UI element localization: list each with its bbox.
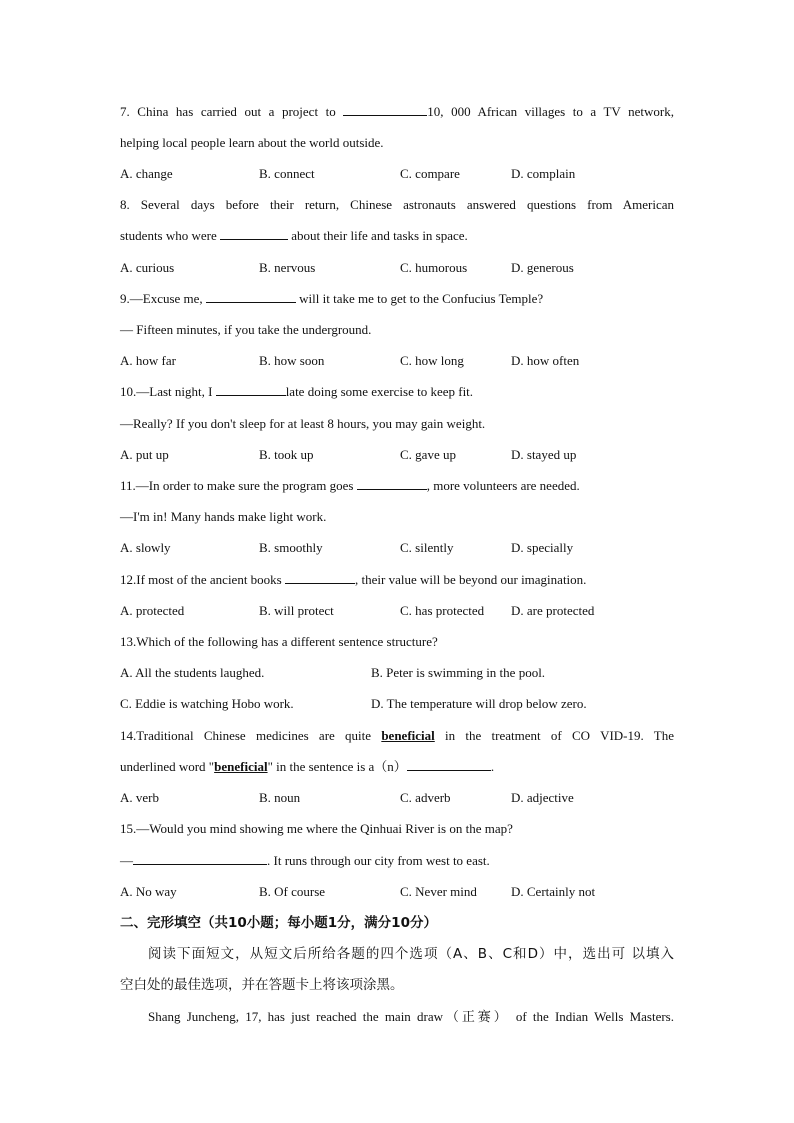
option-c: C. Never mind [400,884,477,899]
q9-reply: — Fifteen minutes, if you take the underground. [120,322,372,337]
q7-stem: 7. China has carried out a project to 10, 000 African villages to a TV network, [120,104,674,119]
option-b: B. connect [259,166,315,181]
option-d: D. how often [511,353,580,368]
option-d: D. stayed up [511,447,577,462]
option-c: C. adverb [400,790,451,805]
q8-stem-line2: students who were about their life and tasks in space. [120,228,468,243]
option-b: B. how soon [259,353,325,368]
q11-reply: —I'm in! Many hands make light work. [120,509,327,524]
option-d: D. specially [511,540,574,555]
option-a: A. slowly [120,540,171,555]
q15-reply: — . It runs through our city from west to east. [120,853,490,868]
q14-stem: 14.Traditional Chinese medicines are quite beneficial in the treatment of CO VID-19. The [120,728,675,743]
answer-blank [206,290,296,303]
option-a: A. verb [120,790,159,805]
option-a: A. No way [120,884,177,899]
option-b: B. noun [259,790,301,805]
option-c: C. humorous [400,260,468,275]
answer-blank [357,477,427,490]
section-heading: 二、完形填空（共10小题；每小题1分，满分10分） [120,915,437,931]
option-b: B. Of course [259,884,326,899]
option-a: A. change [120,166,173,181]
q15-stem: 15.—Would you mind showing me where the Qinhuai River is on the map? [120,821,513,836]
option-a: A. protected [120,603,185,618]
q9-stem: 9.—Excuse me, will it take me to get to the Confucius Temple? [120,291,544,306]
option-a: A. All the students laughed. [120,665,265,680]
answer-blank [133,852,267,865]
option-d: D. The temperature will drop below zero. [371,696,587,711]
passage-first-line: Shang Juncheng, 17, has just reached the main draw（正赛） of the Indian Wells Masters. [148,1009,674,1024]
option-b: B. will protect [259,603,334,618]
option-c: C. Eddie is watching Hobo work. [120,696,294,711]
option-c: C. silently [400,540,454,555]
answer-blank [407,758,491,771]
underlined-word: beneficial [214,759,268,774]
option-d: D. adjective [511,790,574,805]
answer-blank [220,227,288,240]
option-d: D. generous [511,260,574,275]
answer-blank [343,103,427,116]
underlined-word: beneficial [381,728,435,743]
q12-stem: 12.If most of the ancient books , their value will be beyond our imagination. [120,572,587,587]
q7-stem-line2: helping local people learn about the world outside. [120,135,384,150]
option-c: C. has protected [400,603,485,618]
section-instructions-line2: 空白处的最佳选项，并在答题卡上将该项涂黑。 [120,977,404,993]
q13-stem: 13.Which of the following has a different sentence structure? [120,634,438,649]
q10-reply: —Really? If you don't sleep for at least 8 hours, you may gain weight. [120,416,486,431]
option-a: A. how far [120,353,176,368]
option-d: D. are protected [511,603,595,618]
answer-blank [285,571,355,584]
option-a: A. curious [120,260,175,275]
option-b: B. smoothly [259,540,323,555]
q11-stem: 11.—In order to make sure the program goes , more volunteers are needed. [120,478,580,493]
answer-blank [216,383,286,396]
option-d: D. complain [511,166,576,181]
option-d: D. Certainly not [511,884,596,899]
q8-stem: 8. Several days before their return, Chinese astronauts answered questions from American [120,197,674,212]
q10-stem: 10.—Last night, I late doing some exercise to keep fit. [120,384,474,399]
option-c: C. gave up [400,447,456,462]
q14-stem-line2: underlined word "beneficial" in the sentence is a（n） . [120,759,495,774]
section-instructions: 阅读下面短文，从短文后所给各题的四个选项（A、B、C和D）中，选出可 以填入 [148,946,674,962]
option-b: B. Peter is swimming in the pool. [371,665,546,680]
option-c: C. how long [400,353,464,368]
option-b: B. nervous [259,260,316,275]
option-a: A. put up [120,447,169,462]
option-b: B. took up [259,447,314,462]
option-c: C. compare [400,166,460,181]
